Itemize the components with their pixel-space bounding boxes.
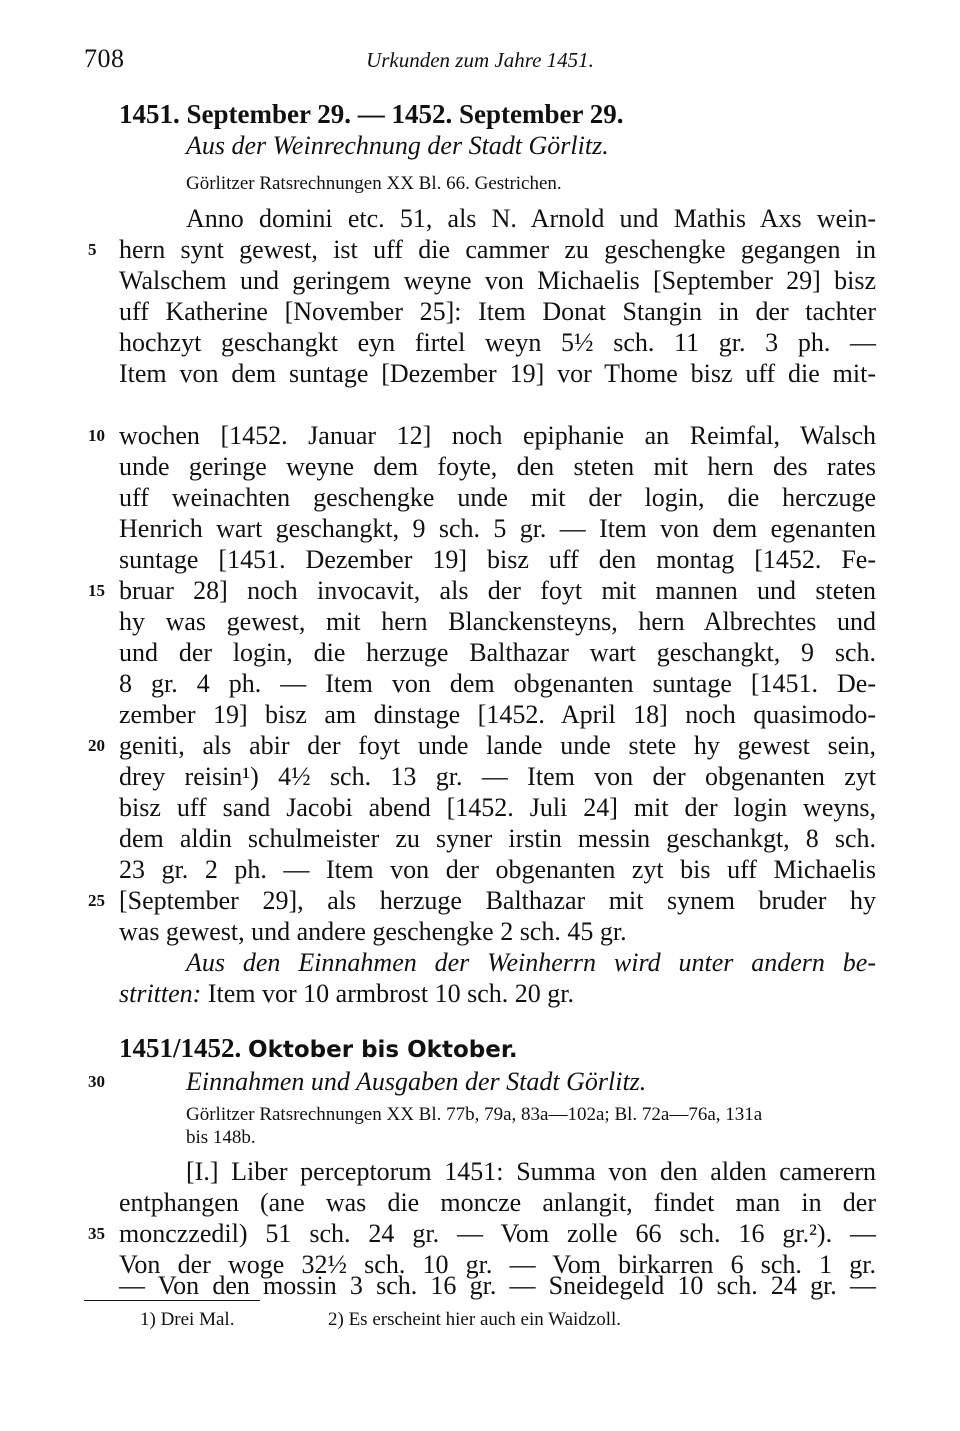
text-line: uff Katherine [November 25]: Item Donat Stangin in der tachter	[119, 297, 876, 326]
footnote-text: Es erscheint hier auch ein Waidzoll.	[348, 1309, 622, 1330]
text-line: drey reisin¹) 4½ sch. 13 gr. — Item von der obgenanten zyt	[119, 762, 876, 791]
editorial-note-italic: stritten:	[119, 979, 202, 1008]
section-heading-1: 1451. September 29. — 1452. September 29.	[119, 99, 624, 129]
footnote-1	[140, 1306, 234, 1334]
editorial-note-end	[119, 978, 876, 1010]
footnote-mark: 2)	[328, 1309, 344, 1330]
text-line: Von der woge 32½ sch. 10 gr. — Vom birkarren 6 sch. 1 gr.	[119, 1250, 876, 1279]
footnote-text: Drei Mal.	[160, 1309, 235, 1330]
line-number: 35	[88, 1224, 105, 1243]
text-line: unde geringe weyne dem foyte, den steten mit hern des rates	[119, 452, 876, 481]
text-line: bruar 28] noch invocavit, als der foyt mit mannen und steten	[119, 576, 876, 605]
text-line: monczzedil) 51 sch. 24 gr. — Vom zolle 66 sch. 16 gr.²). —	[119, 1219, 876, 1248]
text-line: 23 gr. 2 ph. — Item von der obgenanten zyt bis uff Michaelis	[119, 855, 876, 884]
source-reference-2-cont: bis 148b.	[186, 1127, 256, 1148]
line-number: 10	[88, 426, 105, 445]
section-heading-2	[119, 1032, 876, 1066]
text-line: entphangen (ane was die moncze anlangit, findet man in der	[119, 1188, 876, 1217]
editorial-note: Aus den Einnahmen der Weinherrn wird unter andern be-	[186, 948, 876, 977]
line-number: 25	[88, 891, 105, 910]
editorial-note-text: Item vor 10 armbrost 10 sch. 20 gr.	[201, 979, 574, 1008]
line-number: 15	[88, 581, 105, 600]
section-heading-2-title: Oktober bis Oktober.	[248, 1037, 518, 1063]
text-line: suntage [1451. Dezember 19] bisz uff den montag [1452. Fe-	[119, 545, 876, 574]
text-line: Item von dem suntage [Dezember 19] vor Thome bisz uff die mit-	[119, 359, 876, 388]
footnote-mark: 1)	[140, 1309, 156, 1330]
text-line: Anno domini etc. 51, als N. Arnold und Mathis Axs wein-	[186, 204, 876, 233]
text-line: Walschem und geringem weyne von Michaelis [September 29] bisz	[119, 266, 876, 295]
text-line: bisz uff sand Jacobi abend [1452. Juli 24] mit der login weyns,	[119, 793, 876, 822]
line-number: 30	[88, 1072, 105, 1091]
text-line: Henrich wart geschangkt, 9 sch. 5 gr. — Item von dem egenanten	[119, 514, 876, 543]
text-line: und der login, die herzuge Balthazar wart geschangkt, 9 sch.	[119, 638, 876, 667]
page-number: 708	[84, 44, 125, 73]
line-number: 5	[88, 240, 97, 259]
running-title: Urkunden zum Jahre 1451.	[366, 48, 594, 72]
text-line: wochen [1452. Januar 12] noch epiphanie an Reimfal, Walsch	[119, 421, 876, 450]
text-line: hy was gewest, mit hern Blanckensteyns, hern Albrechtes und	[119, 607, 876, 636]
text-line: — Von den mossin 3 sch. 16 gr. — Sneidegeld 10 sch. 24 gr. —	[119, 1271, 876, 1300]
footnote-rule	[84, 1300, 260, 1301]
section-subtitle-1: Aus der Weinrechnung der Stadt Görlitz.	[186, 131, 609, 160]
text-line: [I.] Liber perceptorum 1451: Summa von den alden camerern	[186, 1157, 876, 1186]
text-line: geniti, als abir der foyt unde lande unde stete hy gewest sein,	[119, 731, 876, 760]
line-number: 20	[88, 736, 105, 755]
text-line: hochzyt geschangkt eyn firtel weyn 5½ sch. 11 gr. 3 ph. —	[119, 328, 876, 357]
footnote-2	[328, 1306, 621, 1334]
text-line: zember 19] bisz am dinstage [1452. April 18] noch quasimodo-	[119, 700, 876, 729]
source-reference-2: Görlitzer Ratsrechnungen XX Bl. 77b, 79a, 83a—102a; Bl. 72a—76a, 131a	[186, 1104, 763, 1125]
text-line: hern synt gewest, ist uff die cammer zu geschengke gegangen in	[119, 235, 876, 264]
source-reference-1: Görlitzer Ratsrechnungen XX Bl. 66. Gestrichen.	[186, 173, 562, 194]
section-heading-2-date: 1451/1452.	[119, 1033, 242, 1063]
text-line: was gewest, und andere geschengke 2 sch. 45 gr.	[119, 917, 627, 946]
text-line: [September 29], als herzuge Balthazar mit synem bruder hy	[119, 886, 876, 915]
section-subtitle-2: Einnahmen und Ausgaben der Stadt Görlitz.	[186, 1067, 647, 1096]
text-line: uff weinachten geschengke unde mit der login, die herczuge	[119, 483, 876, 512]
text-line: dem aldin schulmeister zu syner irstin messin geschankgt, 8 sch.	[119, 824, 876, 853]
text-line: 8 gr. 4 ph. — Item von dem obgenanten suntage [1451. De-	[119, 669, 876, 698]
